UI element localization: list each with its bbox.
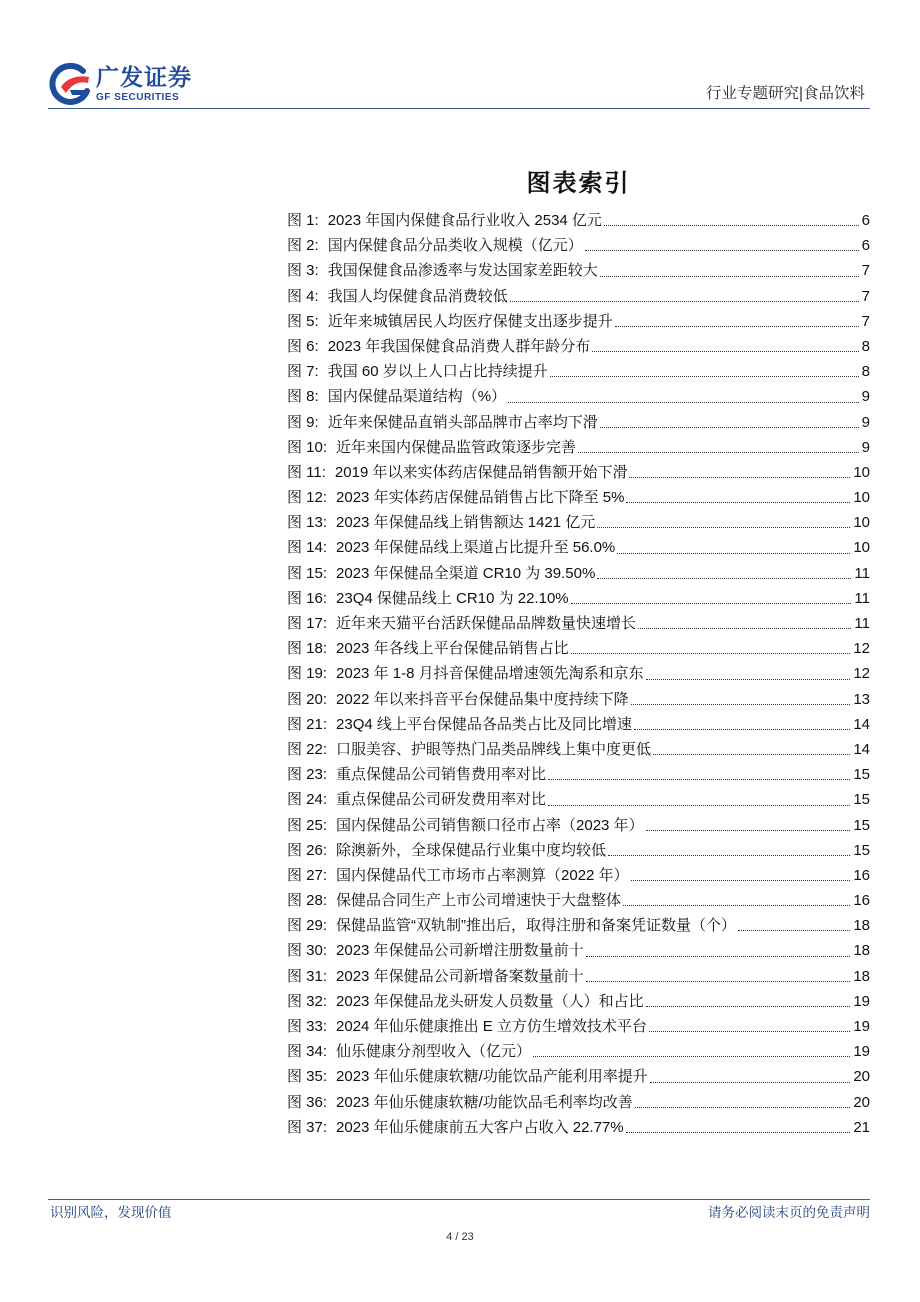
toc-entry-page: 11 [854, 615, 870, 632]
toc-entry-title: 国内保健品代工市场市占率测算（2022 年） [336, 866, 629, 884]
toc-entry-title: 近年来国内保健品监管政策逐步完善 [336, 438, 577, 456]
toc-entry[interactable] [287, 258, 870, 283]
footer-slogan: 识别风险，发现价值 [50, 1205, 172, 1220]
logo-name-en: GF SECURITIES [96, 92, 180, 103]
toc-leader-dots [597, 526, 850, 528]
toc-entry-title: 2023 年国内保健食品行业收入 2534 亿元 [327, 212, 602, 229]
toc-leader-dots [626, 501, 850, 503]
toc-entry-page: 10 [853, 539, 870, 557]
toc-leader-dots [631, 879, 851, 881]
toc-entry-page: 11 [854, 589, 870, 607]
toc-entry[interactable] [287, 410, 870, 435]
toc-entry-page: 9 [861, 438, 870, 456]
toc-leader-dots [638, 627, 851, 629]
toc-entry-title: 2023 年 1-8 月抖音保健品增速领先淘系和京东 [336, 665, 644, 683]
toc-entry-page: 16 [853, 866, 870, 884]
toc-entry-label: 图 34: [287, 1043, 328, 1061]
toc-entry-label: 图 4: [287, 287, 319, 305]
toc-leader-dots [600, 426, 859, 428]
toc-entry[interactable] [287, 888, 870, 913]
toc-leader-dots [533, 1055, 850, 1057]
toc-entry-page: 18 [853, 967, 870, 985]
toc-leader-dots [649, 1030, 850, 1032]
toc-entry-label: 图 36: [287, 1093, 328, 1111]
toc-entry-page: 10 [853, 489, 870, 507]
toc-entry-label: 图 10: [287, 438, 328, 456]
toc-entry-page: 19 [853, 992, 870, 1010]
toc-entry-page: 9 [861, 413, 870, 431]
toc-entry-label: 图 28: [287, 892, 328, 910]
toc-entry-page: 21 [853, 1118, 870, 1136]
toc-leader-dots [604, 224, 859, 226]
toc-leader-dots [585, 249, 859, 251]
toc-entry[interactable] [287, 687, 870, 712]
toc-entry-title: 重点保健品公司销售费用率对比 [336, 766, 547, 784]
toc-entry-title: 近年来保健品直销头部品牌市占率均下滑 [327, 413, 598, 431]
toc-leader-dots [617, 552, 850, 554]
toc-entry-label: 图 37: [287, 1118, 328, 1136]
toc-leader-dots [650, 1081, 851, 1083]
toc-entry-page: 11 [854, 564, 870, 582]
toc-entry-label: 图 19: [287, 665, 328, 683]
toc-entry-page: 8 [861, 363, 870, 381]
gf-securities-logo [48, 62, 198, 108]
toc-entry-label: 图 3: [287, 262, 319, 280]
toc-leader-dots [635, 1106, 851, 1108]
toc-entry-page: 14 [853, 740, 870, 758]
toc-entry-label: 图 12: [287, 489, 328, 507]
toc-entry-label: 图 18: [287, 640, 328, 658]
toc-leader-dots [600, 275, 859, 277]
toc-entry-title: 2023 年我国保健食品消费人群年龄分布 [327, 337, 591, 355]
toc-leader-dots [586, 955, 851, 957]
toc-leader-dots [646, 829, 851, 831]
toc-entry-label: 图 24: [287, 791, 328, 809]
toc-entry[interactable] [287, 1064, 870, 1089]
toc-leader-dots [597, 577, 851, 579]
toc-entry-page: 6 [861, 237, 870, 255]
toc-entry-label: 图 31: [287, 967, 328, 985]
toc-entry-title: 仙乐健康分剂型收入（亿元） [336, 1043, 532, 1061]
toc-entry-label: 图 25: [287, 816, 328, 834]
toc-entry-page: 15 [853, 816, 870, 834]
toc-entry[interactable] [287, 535, 870, 560]
toc-entry[interactable] [287, 762, 870, 787]
toc-leader-dots [634, 728, 850, 730]
footer-divider [48, 1199, 870, 1200]
toc-entry-title: 2023 年仙乐健康前五大客户占收入 22.77% [336, 1118, 624, 1136]
toc-entry-title: 2019 年以来实体药店保健品销售额开始下滑 [334, 463, 628, 481]
toc-entry-page: 19 [853, 1018, 870, 1035]
toc-entry-page: 20 [853, 1093, 870, 1111]
toc-entry-title: 国内保健食品分品类收入规模（亿元） [327, 237, 583, 255]
toc-entry-title: 2023 年仙乐健康软糖/功能饮品毛利率均改善 [336, 1093, 633, 1111]
toc-entry-page: 7 [861, 262, 870, 280]
toc-entry[interactable] [287, 989, 870, 1014]
toc-entry-page: 19 [853, 1043, 870, 1061]
toc-entry[interactable] [287, 334, 870, 359]
toc-entry[interactable] [287, 838, 870, 863]
page-number: 4 / 23 [446, 1231, 474, 1243]
toc-entry[interactable] [287, 863, 870, 888]
toc-entry-title: 2023 年保健品龙头研发人员数量（人）和占比 [336, 992, 644, 1010]
toc-entry-title: 2023 年保健品线上销售额达 1421 亿元 [336, 514, 596, 532]
toc-entry-page: 16 [853, 892, 870, 910]
toc-leader-dots [629, 476, 850, 478]
toc-entry-label: 图 13: [287, 514, 328, 532]
toc-leader-dots [646, 678, 851, 680]
toc-entry[interactable] [287, 964, 870, 989]
toc-entry-page: 18 [853, 942, 870, 960]
toc-leader-dots [550, 375, 859, 377]
toc-entry-title: 国内保健品公司销售额口径市占率（2023 年） [336, 816, 644, 834]
toc-entry-label: 图 8: [287, 388, 319, 406]
toc-entry[interactable] [287, 384, 870, 409]
toc-entry-label: 图 2: [287, 237, 319, 255]
toc-entry-page: 6 [861, 212, 870, 229]
toc-entry-title: 2023 年保健品公司新增备案数量前十 [336, 967, 584, 985]
toc-leader-dots [623, 904, 850, 906]
toc-entry-page: 10 [853, 514, 870, 532]
toc-entry[interactable] [287, 913, 870, 938]
toc-entry-page: 8 [861, 337, 870, 355]
toc-entry-label: 图 7: [287, 363, 319, 381]
toc-entry-title: 除澳新外，全球保健品行业集中度均较低 [336, 841, 607, 859]
toc-entry-page: 12 [853, 640, 870, 658]
toc-leader-dots [592, 350, 858, 352]
toc-entry[interactable] [287, 359, 870, 384]
logo-name-cn: 广发证券 [96, 64, 192, 90]
toc-entry-label: 图 33: [287, 1018, 328, 1035]
toc-entry[interactable] [287, 611, 870, 636]
toc-entry[interactable] [287, 661, 870, 686]
toc-entry-label: 图 1: [287, 212, 319, 229]
toc-entry-title: 保健品监管“双轨制”推出后，取得注册和备案凭证数量（个） [336, 917, 737, 935]
report-category: 行业专题研究|食品饮料 [705, 85, 865, 102]
toc-entry-title: 保健品合同生产上市公司增速快于大盘整体 [336, 892, 622, 910]
toc-entry-page: 14 [853, 715, 870, 733]
toc-entry-title: 口服美容、护眼等热门品类品牌线上集中度更低 [336, 740, 652, 758]
toc-entry[interactable] [287, 712, 870, 737]
toc-entry-title: 2023 年各线上平台保健品销售占比 [336, 640, 569, 658]
toc-entry-label: 图 35: [287, 1068, 328, 1086]
toc-entry-label: 图 30: [287, 942, 328, 960]
toc-entry-label: 图 29: [287, 917, 328, 935]
toc-leader-dots [653, 753, 850, 755]
toc-entry[interactable] [287, 1039, 870, 1064]
toc-entry-label: 图 16: [287, 589, 328, 607]
toc-entry-label: 图 15: [287, 564, 328, 582]
toc-entry-page: 15 [853, 791, 870, 809]
toc-leader-dots [615, 325, 859, 327]
toc-entry[interactable] [287, 586, 870, 611]
toc-entry-page: 10 [853, 463, 870, 481]
toc-entry[interactable] [287, 813, 870, 838]
toc-entry-label: 图 26: [287, 841, 328, 859]
toc-entry-label: 图 6: [287, 337, 319, 355]
toc-entry[interactable] [287, 737, 870, 762]
toc-entry-page: 7 [861, 312, 870, 330]
toc-entry-title: 23Q4 保健品线上 CR10 为 22.10% [336, 589, 569, 607]
toc-entry[interactable] [287, 787, 870, 812]
toc-entry[interactable] [287, 485, 870, 510]
toc-entry-title: 国内保健品渠道结构（%） [327, 388, 507, 406]
toc-entry-title: 2023 年实体药店保健品销售占比下降至 5% [336, 489, 625, 507]
toc-entry[interactable] [287, 460, 870, 485]
toc-leader-dots [631, 703, 851, 705]
toc-entry[interactable] [287, 208, 870, 233]
toc-entry-title: 重点保健品公司研发费用率对比 [336, 791, 547, 809]
toc-entry-label: 图 23: [287, 766, 328, 784]
toc-entry-title: 我国 60 岁以上人口占比持续提升 [327, 363, 548, 381]
toc-entry[interactable] [287, 636, 870, 661]
toc-entry[interactable] [287, 309, 870, 334]
toc-entry[interactable] [287, 561, 870, 586]
toc-entry[interactable] [287, 510, 870, 535]
footer-disclaimer-notice: 请务必阅读末页的免责声明 [708, 1205, 870, 1220]
toc-entry-label: 图 9: [287, 413, 319, 431]
toc-entry-title: 2023 年保健品公司新增注册数量前十 [336, 942, 584, 960]
toc-entry-page: 18 [853, 917, 870, 935]
toc-entry-title: 2022 年以来抖音平台保健品集中度持续下降 [336, 690, 629, 708]
toc-entry-page: 15 [853, 841, 870, 859]
toc-entry[interactable] [287, 233, 870, 258]
toc-entry-title: 23Q4 线上平台保健品各品类占比及同比增速 [336, 715, 632, 733]
toc-entry[interactable] [287, 1115, 870, 1140]
gf-logo-icon [48, 62, 92, 106]
toc-entry[interactable] [287, 1090, 870, 1115]
toc-entry-page: 9 [861, 388, 870, 406]
toc-entry-title: 近年来城镇居民人均医疗保健支出逐步提升 [327, 312, 613, 330]
toc-entry-label: 图 14: [287, 539, 328, 557]
toc-leader-dots [510, 300, 859, 302]
toc-leader-dots [508, 401, 859, 403]
toc-entry-page: 15 [853, 766, 870, 784]
toc-entry[interactable] [287, 1014, 870, 1039]
toc-entry-label: 图 32: [287, 992, 328, 1010]
toc-entry-label: 图 22: [287, 740, 328, 758]
header-divider [48, 108, 870, 109]
toc-entry-page: 12 [853, 665, 870, 683]
toc-leader-dots [571, 602, 852, 604]
figure-index-list [287, 208, 870, 1140]
toc-leader-dots [626, 1131, 851, 1133]
page-title: 图表索引 [526, 170, 631, 197]
toc-entry-title: 2023 年保健品全渠道 CR10 为 39.50% [336, 564, 596, 582]
toc-entry[interactable] [287, 435, 870, 460]
toc-entry-page: 13 [853, 690, 870, 708]
toc-entry-page: 7 [861, 287, 870, 305]
toc-entry-label: 图 11: [287, 463, 326, 481]
toc-entry[interactable] [287, 938, 870, 963]
toc-entry-label: 图 5: [287, 312, 319, 330]
toc-leader-dots [586, 980, 851, 982]
toc-leader-dots [548, 804, 850, 806]
toc-leader-dots [548, 778, 850, 780]
toc-entry-title: 我国人均保健食品消费较低 [327, 287, 508, 305]
toc-entry-title: 近年来天猫平台活跃保健品品牌数量快速增长 [336, 615, 637, 632]
toc-entry[interactable] [287, 284, 870, 309]
toc-entry-label: 图 20: [287, 690, 328, 708]
toc-entry-title: 2023 年保健品线上渠道占比提升至 56.0% [336, 539, 616, 557]
toc-leader-dots [578, 451, 859, 453]
toc-entry-title: 我国保健食品渗透率与发达国家差距较大 [327, 262, 598, 280]
toc-leader-dots [646, 1005, 851, 1007]
toc-entry-title: 2023 年仙乐健康软糖/功能饮品产能利用率提升 [336, 1068, 648, 1086]
toc-entry-label: 图 21: [287, 715, 328, 733]
toc-entry-title: 2024 年仙乐健康推出 E 立方仿生增效技术平台 [336, 1018, 647, 1035]
toc-entry-page: 20 [853, 1068, 870, 1086]
toc-entry-label: 图 27: [287, 866, 328, 884]
toc-leader-dots [571, 652, 851, 654]
toc-leader-dots [738, 929, 850, 931]
toc-leader-dots [608, 854, 850, 856]
toc-entry-label: 图 17: [287, 615, 328, 632]
